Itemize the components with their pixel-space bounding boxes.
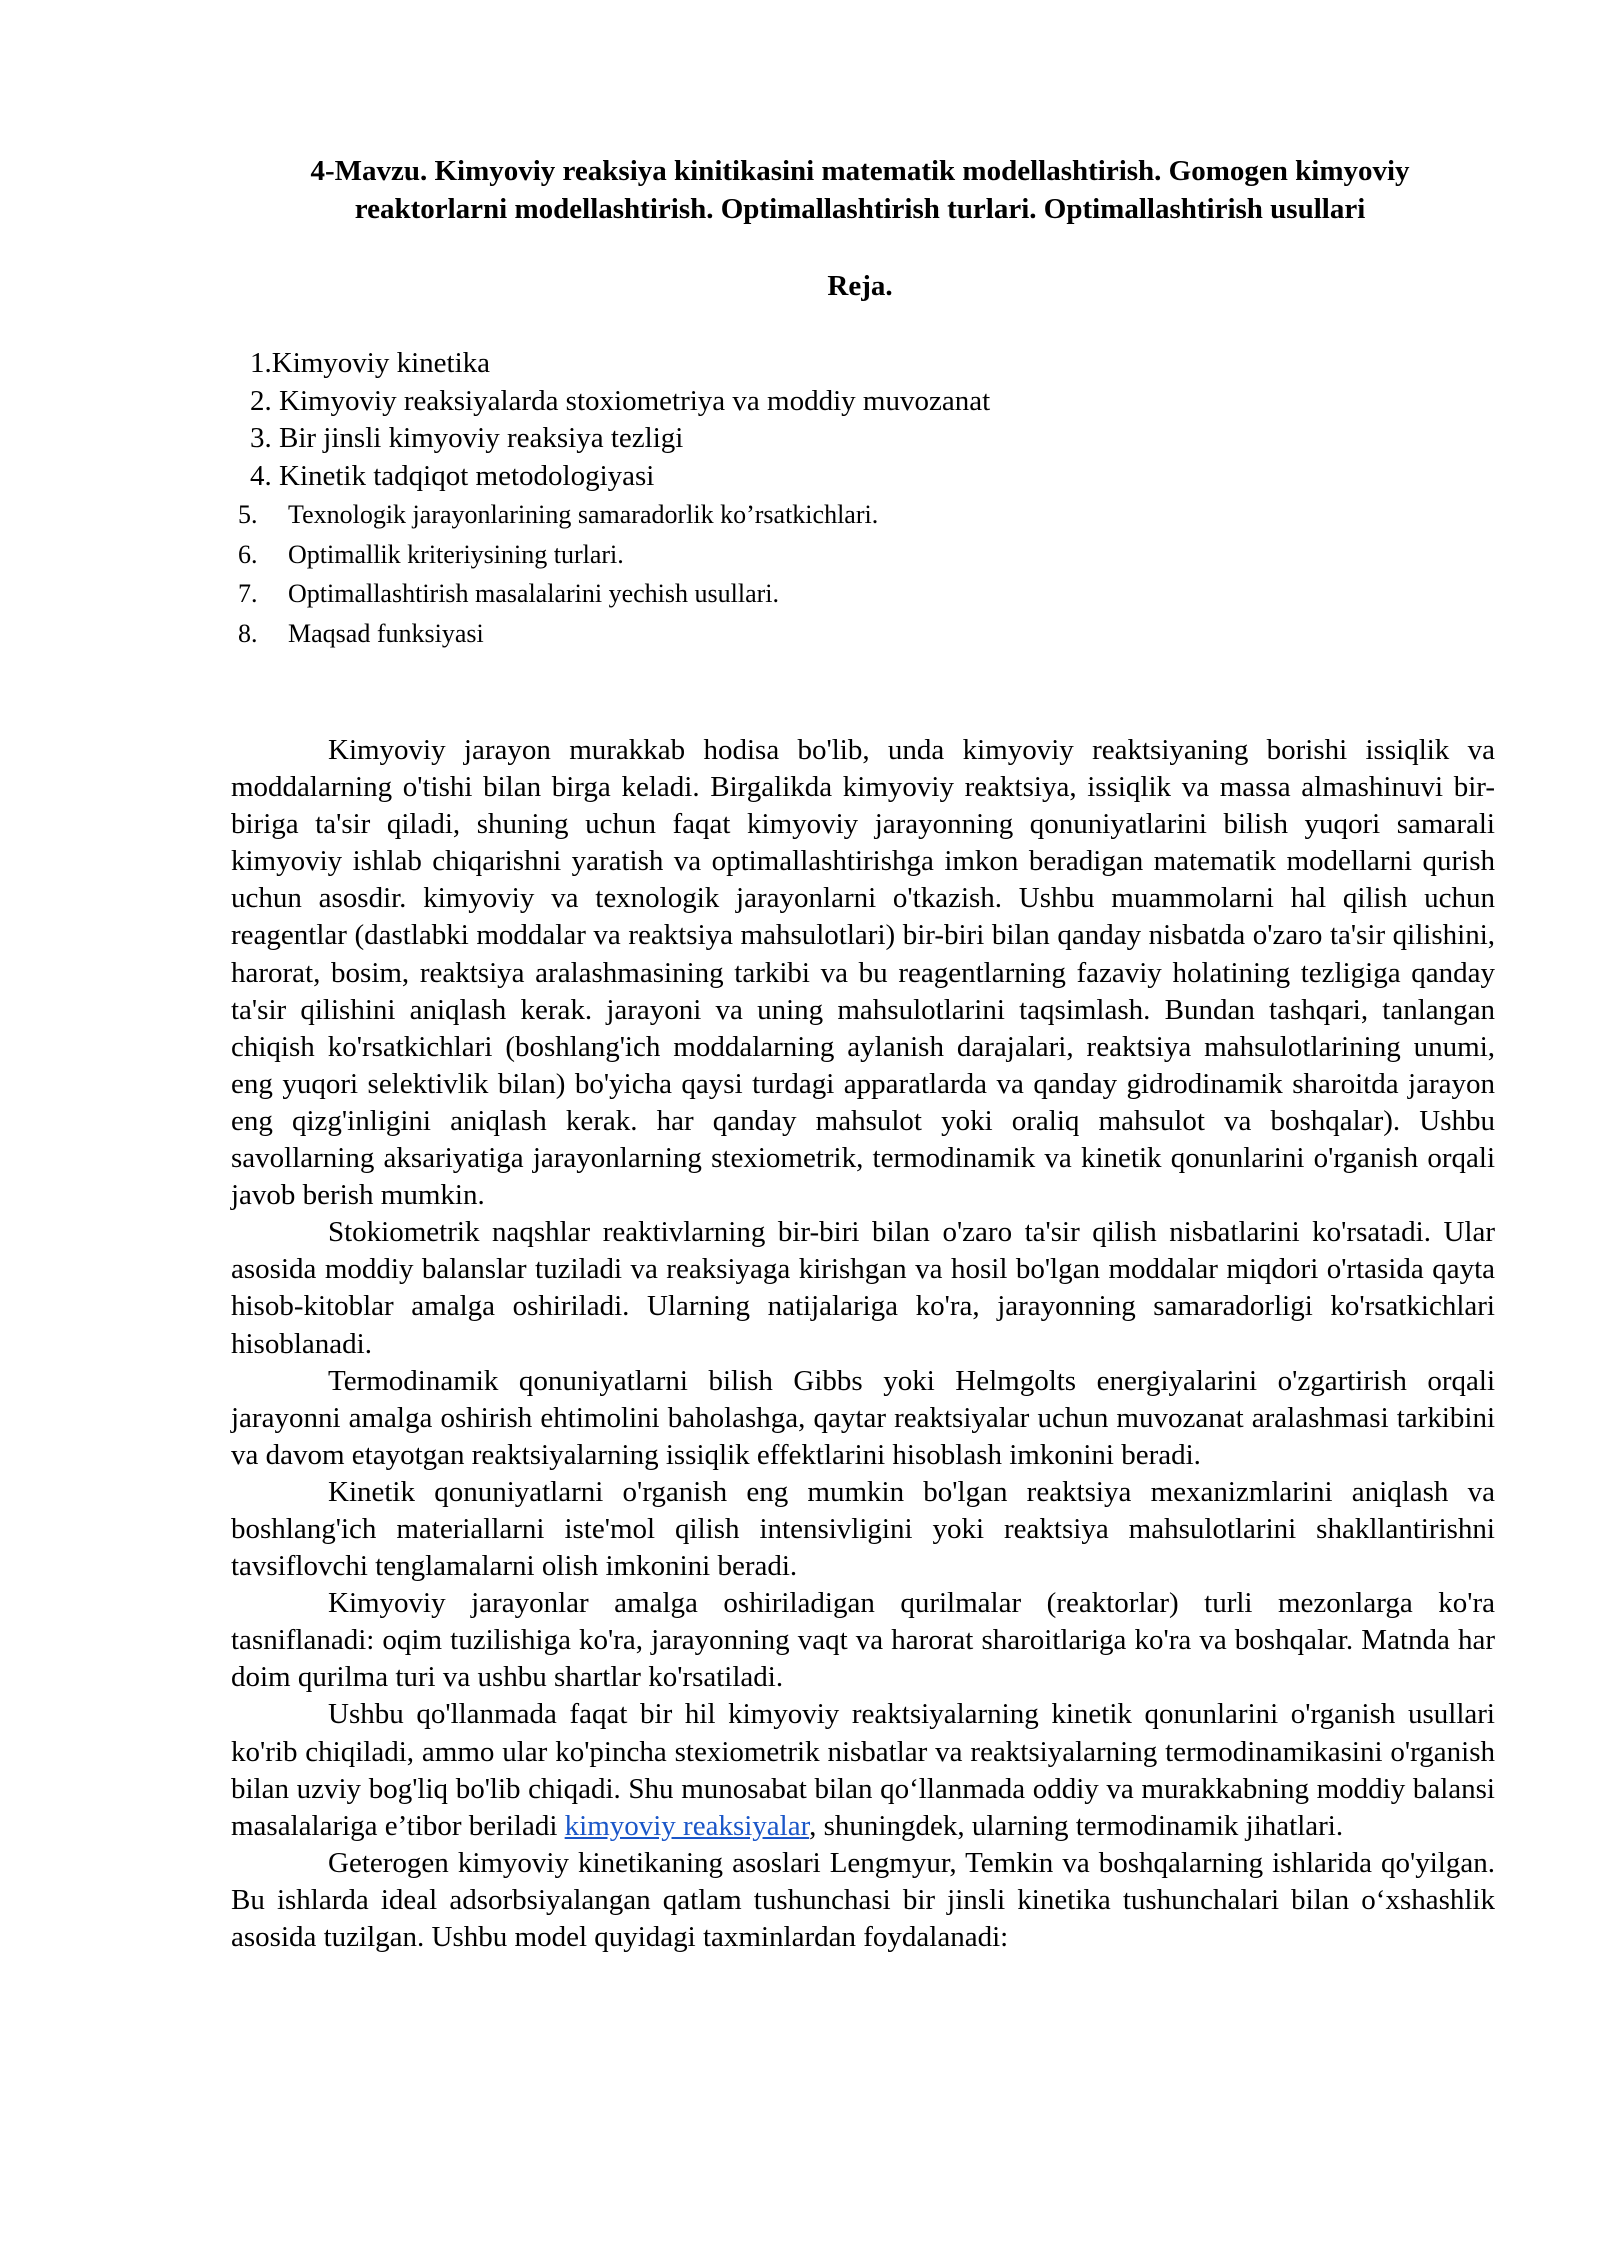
plan-item-number: 6. bbox=[238, 539, 258, 569]
plan-item bbox=[238, 614, 878, 654]
paragraph-text: , shuningdek, ularning termodinamik jihatlari. bbox=[809, 1809, 1344, 1842]
title-line-1: 4-Mavzu. Kimyoviy reaksiya kinitikasini matematik modellashtirish. Gomogen kimyoviy bbox=[310, 155, 1410, 187]
plan-list-secondary bbox=[238, 495, 878, 653]
plan-item: 4. Kinetik tadqiqot metodologiyasi bbox=[250, 459, 655, 492]
paragraph-text: Ushbu qo'llanmada faqat bir hil kimyoviy reaktsiyalarning kinetik qonunlarini o'rganish usullari ko'rib chiqiladi, ammo ular ko'pincha stexiometrik nisbatlar va reaktsiyalarning termodinamikasini o'rganish bilan uzviy bog'liq bo'lib chiqadi. Shu munosabat bilan qo‘llanmada oddiy va murakkabning moddiy balansi masalalariga e’tibor beriladi bbox=[231, 1698, 1495, 1842]
paragraph: Kimyoviy jarayon murakkab hodisa bo'lib, unda kimyoviy reaktsiyaning borishi issiqlik va moddalarning o'tishi bilan birga keladi. Birgalikda kimyoviy reaktsiya, issiqlik va massa almashinuvi bir-biriga ta'sir qiladi, shuning uchun faqat kimyoviy jarayonning qonuniyatlarini bilish yuqori samarali kimyoviy ishlab chiqarishni yaratish va optimallashtirishga imkon beradigan matematik modellarni qurish uchun asosdir. kimyoviy va texnologik jarayonlarni o'tkazish. Ushbu muammolarni hal qilish uchun reagentlar (dastlabki moddalar va reaktsiya mahsulotlari) bir-biri bilan qanday nisbatda o'zaro ta'sir qilishini, harorat, bosim, reaktsiya aralashmasining tarkibi va bu reagentlarning fazaviy holatining tezligiga qanday ta'sir qilishini aniqlash kerak. jarayoni va uning mahsulotlarini taqsimlash. Bundan tashqari, tanlangan chiqish ko'rsatkichlari (boshlang'ich moddalarning aylanish darajalari, reaktsiya mahsulotlarining unumi, eng yuqori selektivlik bilan) bo'yicha qaysi turdagi apparatlarda va qanday gidrodinamik sharoitda jarayon eng qizg'inligini aniqlash kerak. har qanday mahsulot yoki oraliq mahsulot va boshqalar). Ushbu savollarning aksariyatiga jarayonlarning stexiometrik, termodinamik va kinetik qonunlarini o'rganish orqali javob berish mumkin. bbox=[231, 734, 1495, 1212]
paragraph: Kimyoviy jarayonlar amalga oshiriladigan qurilmalar (reaktorlar) turli mezonlarga ko'ra tasniflanadi: oqim tuzilishiga ko'ra, jarayonning vaqt va harorat sharoitlariga ko'ra va boshqalar. Matnda har doim qurilma turi va ushbu shartlar ko'rsatiladi. bbox=[231, 1587, 1495, 1694]
plan-item-text: Optimallik kriteriysining turlari. bbox=[288, 539, 624, 569]
plan-item bbox=[238, 495, 878, 535]
plan-item: 1.Kimyoviy kinetika bbox=[250, 347, 491, 379]
plan-item bbox=[238, 574, 878, 614]
plan-heading: Reja. bbox=[827, 270, 893, 302]
title-line-2: reaktorlarni modellashtirish. Optimallashtirish turlari. Optimallashtirish usullari bbox=[354, 193, 1366, 225]
plan-item: 3. Bir jinsli kimyoviy reaksiya tezligi bbox=[250, 422, 684, 454]
plan-item-number: 5. bbox=[238, 500, 258, 529]
document-title bbox=[230, 152, 1490, 228]
paragraph bbox=[231, 1696, 1495, 1844]
paragraph: Geterogen kimyoviy kinetikaning asoslari Lengmyur, Temkin va boshqalarning ishlarida qo'yilgan. Bu ishlarda ideal adsorbsiyalangan qatlam tushunchasi bir jinsli kinetika tushunchalari bilan o‘xshashlik asosida tuzilgan. Ushbu model quyidagi taxminlardan foydalanadi: bbox=[231, 1846, 1495, 1953]
plan-item-text: Maqsad funksiyasi bbox=[288, 618, 484, 648]
plan-item-number: 8. bbox=[238, 618, 258, 648]
body-text bbox=[231, 732, 1495, 1956]
plan-list-primary bbox=[250, 345, 990, 495]
plan-item-text: Texnologik jarayonlarining samaradorlik ko’rsatkichlari. bbox=[288, 500, 879, 529]
plan-item-text: Optimallashtirish masalalarini yechish usullari. bbox=[288, 579, 780, 608]
paragraph: Termodinamik qonuniyatlarni bilish Gibbs yoki Helmgolts energiyalarini o'zgartirish orqali jarayonni amalga oshirish ehtimolini baholashga, qaytar reaktsiyalar uchun muvozanat aralashmasi tarkibini va davom etayotgan reaktsiyalarning issiqlik effektlarini hisoblash imkonini beradi. bbox=[231, 1364, 1495, 1471]
plan-item-number: 7. bbox=[238, 579, 258, 608]
paragraph: Stokiometrik naqshlar reaktivlarning bir-biri bilan o'zaro ta'sir qilish nisbatlarini ko'rsatadi. Ular asosida moddiy balanslar tuziladi va reaksiyaga kirishgan va hosil bo'lgan moddalar miqdori o'rtasida qayta hisob-kitoblar amalga oshiriladi. Ularning natijalariga ko'ra, jarayonning samaradorligi ko'rsatkichlari hisoblanadi. bbox=[231, 1216, 1495, 1360]
plan-item bbox=[238, 535, 878, 575]
reactions-link[interactable]: kimyoviy reaksiyalar bbox=[564, 1809, 810, 1842]
plan-item: 2. Kimyoviy reaksiyalarda stoxiometriya va moddiy muvozanat bbox=[250, 384, 991, 417]
paragraph: Kinetik qonuniyatlarni o'rganish eng mumkin bo'lgan reaktsiya mexanizmlarini aniqlash va boshlang'ich materiallarni iste'mol qilish intensivligini yoki reaktsiya mahsulotlarini shakllantirishni tavsiflovchi tenglamalarni olish imkonini beradi. bbox=[231, 1475, 1495, 1583]
